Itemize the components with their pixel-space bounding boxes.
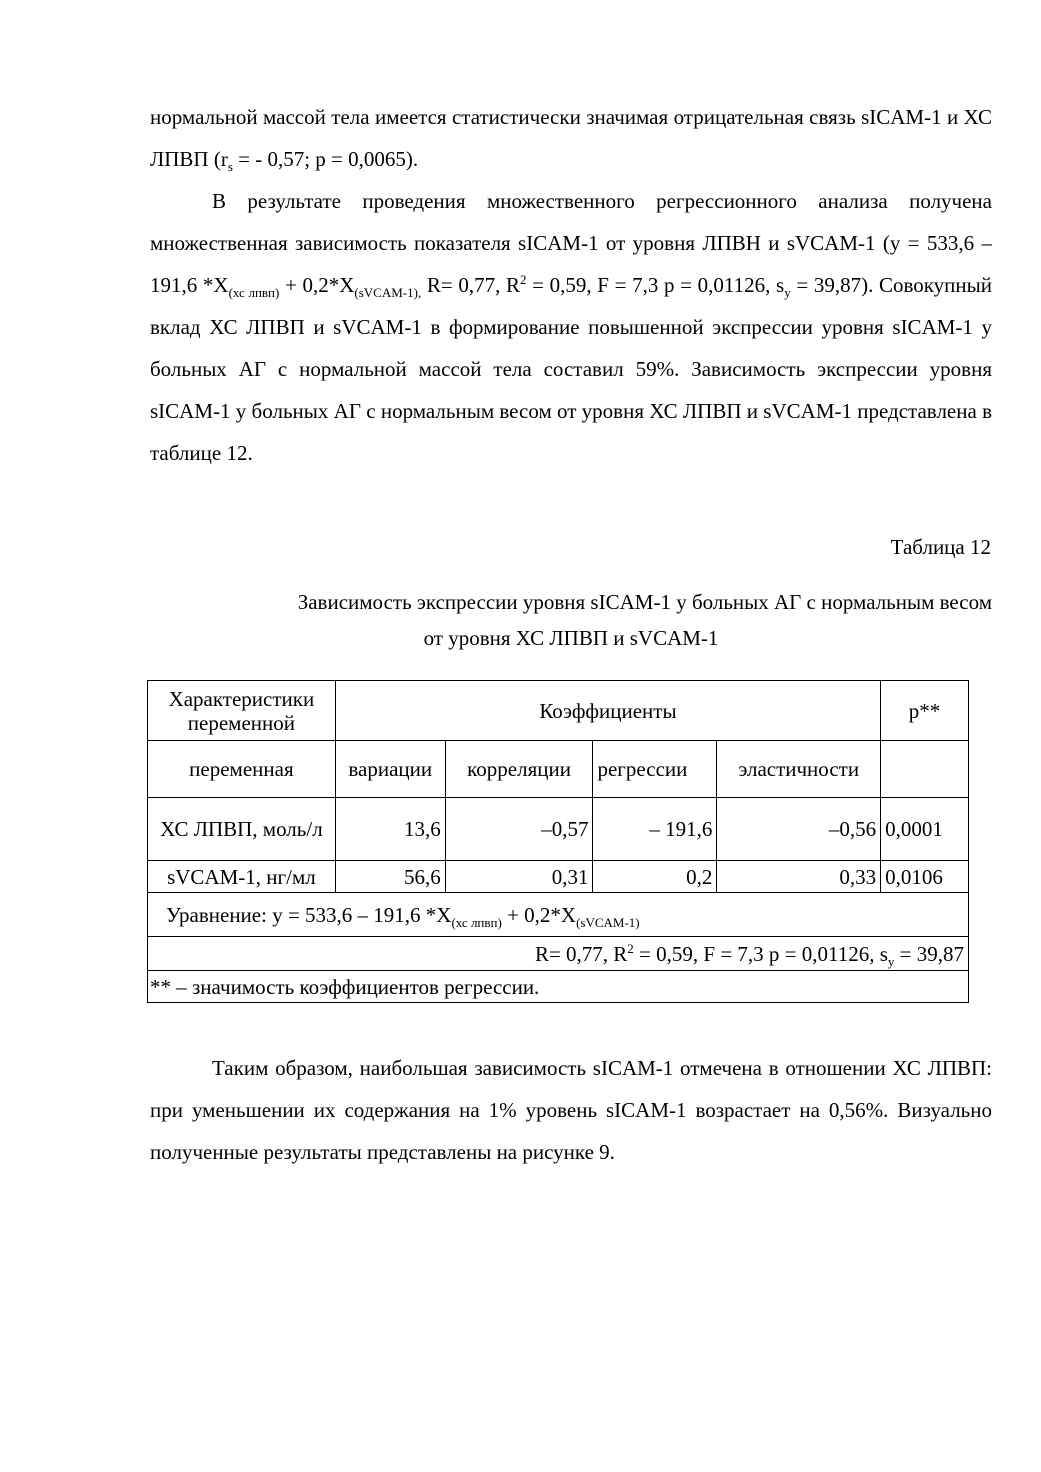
header-coefficients: Коэффициенты (335, 681, 880, 741)
paragraph-regression: В результате проведения множественного регрессионного анализа получена множественная зависимость показателя sICAM-1 от уровня ЛПВН и sVCAM-1 (у = 533,6 – 191,6 $*Х_{(хс лпвп)} + 0,2*Х_{(sVCAM-1),}$ R= 0,77, $R^2 = 0,59$, F = 7,3 р = 0,01126, $s_y = 39,87$). Совокупный вклад ХС ЛПВП и sVCAM-1 в формирование повышенной экспрессии уровня sICAM-1 у больных АГ с нормальной массой тела составил 59%. Зависимость экспрессии уровня sICAM-1 у больных АГ с нормальным весом от уровня ХС ЛПВП и sVCAM-1 представлена в таблице 12. (150, 189, 993, 465)
cell-p: 0,0106 (881, 861, 969, 893)
conclusion-text (150, 1047, 992, 1173)
table-row (148, 861, 969, 893)
regression-statistics: R= 0,77, $R^2 = 0,59$, F = 7,3 р = 0,01126, $s_y = 39,87$ (148, 937, 969, 971)
subheader-empty (881, 741, 969, 798)
table-caption (150, 584, 992, 656)
table-footnote: ** – значимость коэффициентов регрессии. (148, 971, 969, 1003)
cell-p: 0,0001 (881, 798, 969, 861)
table-caption-line1: Зависимость экспрессии уровня sICAM-1 у больных АГ с нормальным весом (297, 590, 992, 614)
cell-elasticity: –0,56 (717, 798, 881, 861)
header-characteristics: Характеристики переменной (148, 681, 336, 741)
table-footnote-row (148, 971, 969, 1003)
regression-table (147, 680, 969, 1003)
table-stats-row (148, 937, 969, 971)
cell-variation: 56,6 (335, 861, 445, 893)
cell-variation: 13,6 (335, 798, 445, 861)
main-text (150, 96, 992, 474)
cell-regression: 0,2 (593, 861, 717, 893)
cell-correlation: 0,31 (445, 861, 593, 893)
cell-variable: ХС ЛПВП, моль/л (148, 798, 336, 861)
regression-equation: Уравнение: у = 533,6 – 191,6 $*Х_{(хс лпвп)} + 0,2*Х_{(sVCAM-1)}$ (148, 893, 969, 937)
cell-elasticity: 0,33 (717, 861, 881, 893)
table-header-row (148, 681, 969, 741)
paragraph-bottom: Таким образом, наибольшая зависимость sICAM-1 отмечена в отношении ХС ЛПВП: при уменьшении их содержания на 1% уровень sICAM-1 возрастает на 0,56%. Визуально полученные результаты представлены на рисунке 9. (150, 1056, 992, 1164)
paragraph-top (150, 96, 992, 180)
subheader-elasticity: эластичности (717, 741, 881, 798)
table-caption-line2: от уровня ХС ЛПВП и sVCAM-1 (423, 626, 719, 650)
paragraph-top-line1: нормальной массой тела имеется статистически значимая отрицательная связь (150, 105, 856, 129)
table-label: Таблица 12 (890, 535, 991, 559)
cell-variable: sVCAM-1, нг/мл (148, 861, 336, 893)
subheader-variable: переменная (148, 741, 336, 798)
cell-regression: – 191,6 (593, 798, 717, 861)
table-equation-row (148, 893, 969, 937)
paragraph-top-line2: sICAM-1 и ХС ЛПВП ($r_s$ = - 0,57; р = 0,0065). (150, 105, 993, 175)
header-p: р** (881, 681, 969, 741)
subheader-correlation: корреляции (445, 741, 593, 798)
table-subheader-row (148, 741, 969, 798)
subheader-variation: вариации (335, 741, 445, 798)
table-row (148, 798, 969, 861)
cell-correlation: –0,57 (445, 798, 593, 861)
subheader-regression: регрессии (593, 741, 717, 798)
